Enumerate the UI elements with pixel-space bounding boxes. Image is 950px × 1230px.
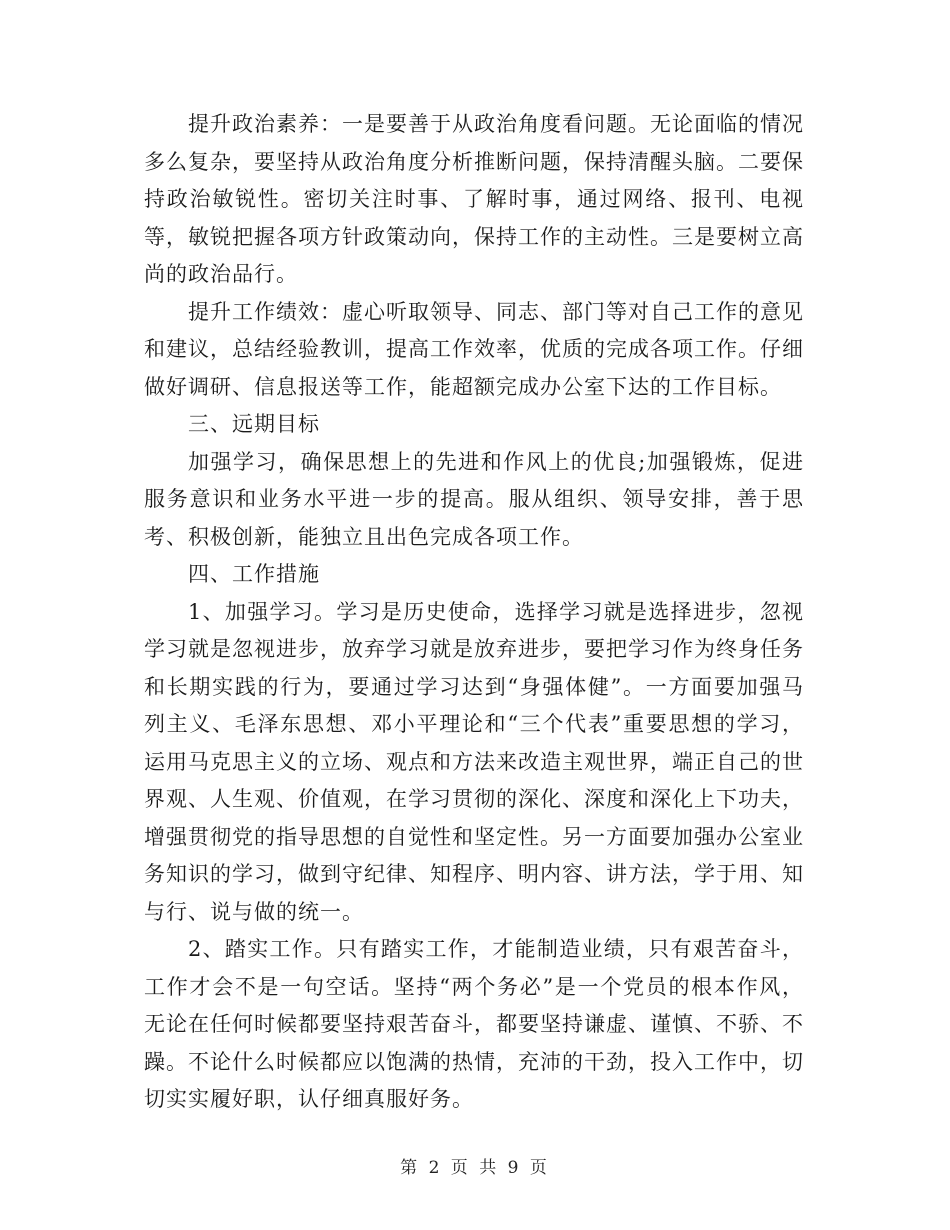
paragraph-long-term-goals: 加强学习，确保思想上的先进和作风上的优良;加强锻炼，促进服务意识和业务水平进一步的提高。服从组织、领导安排，善于思考、积极创新，能独立且出色完成各项工作。 [144, 449, 804, 549]
document-body [144, 106, 804, 1119]
page-number-footer: 第 2 页 共 9 页 [400, 1158, 550, 1178]
paragraph-measure-work: 2、踏实工作。只有踏实工作，才能制造业绩，只有艰苦奋斗，工作才会不是一句空话。坚持“两个务必”是一个党员的根本作风，无论在任何时候都要坚持艰苦奋斗，都要坚持谦虚、谨慎、不骄、不躁。不论什么时候都应以饱满的热情，充沛的干劲，投入工作中，切切实实履好职，认仔细真服好务。 [144, 937, 804, 1111]
paragraph-measure-study: 1、加强学习。学习是历史使命，选择学习就是选择进步，忽视学习就是忽视进步，放弃学习就是放弃进步，要把学习作为终身任务和长期实践的行为，要通过学习达到“身强体健”。一方面要加强马列主义、毛泽东思想、邓小平理论和“三个代表”重要思想的学习，运用马克思主义的立场、观点和方法来改造主观世界，端正自己的世界观、人生观、价值观，在学习贯彻的深化、深度和深化上下功夫，增强贯彻党的指导思想的自觉性和坚定性。另一方面要加强办公室业务知识的学习，做到守纪律、知程序、明内容、讲方法，学于用、知与行、说与做的统一。 [144, 599, 804, 924]
section-heading-work-measures: 四、工作措施 [188, 562, 320, 586]
section-heading-long-term-goals: 三、远期目标 [188, 412, 320, 436]
paragraph-work-performance: 提升工作绩效：虚心听取领导、同志、部门等对自己工作的意见和建议，总结经验教训，提高工作效率，优质的完成各项工作。仔细做好调研、信息报送等工作，能超额完成办公室下达的工作目标。 [144, 299, 804, 399]
paragraph-political-quality: 提升政治素养：一是要善于从政治角度看问题。无论面临的情况多么复杂，要坚持从政治角度分析推断问题，保持清醒头脑。二要保持政治敏锐性。密切关注时事、了解时事，通过网络、报刊、电视等，敏锐把握各项方针政策动向，保持工作的主动性。三是要树立高尚的政治品行。 [144, 112, 804, 286]
